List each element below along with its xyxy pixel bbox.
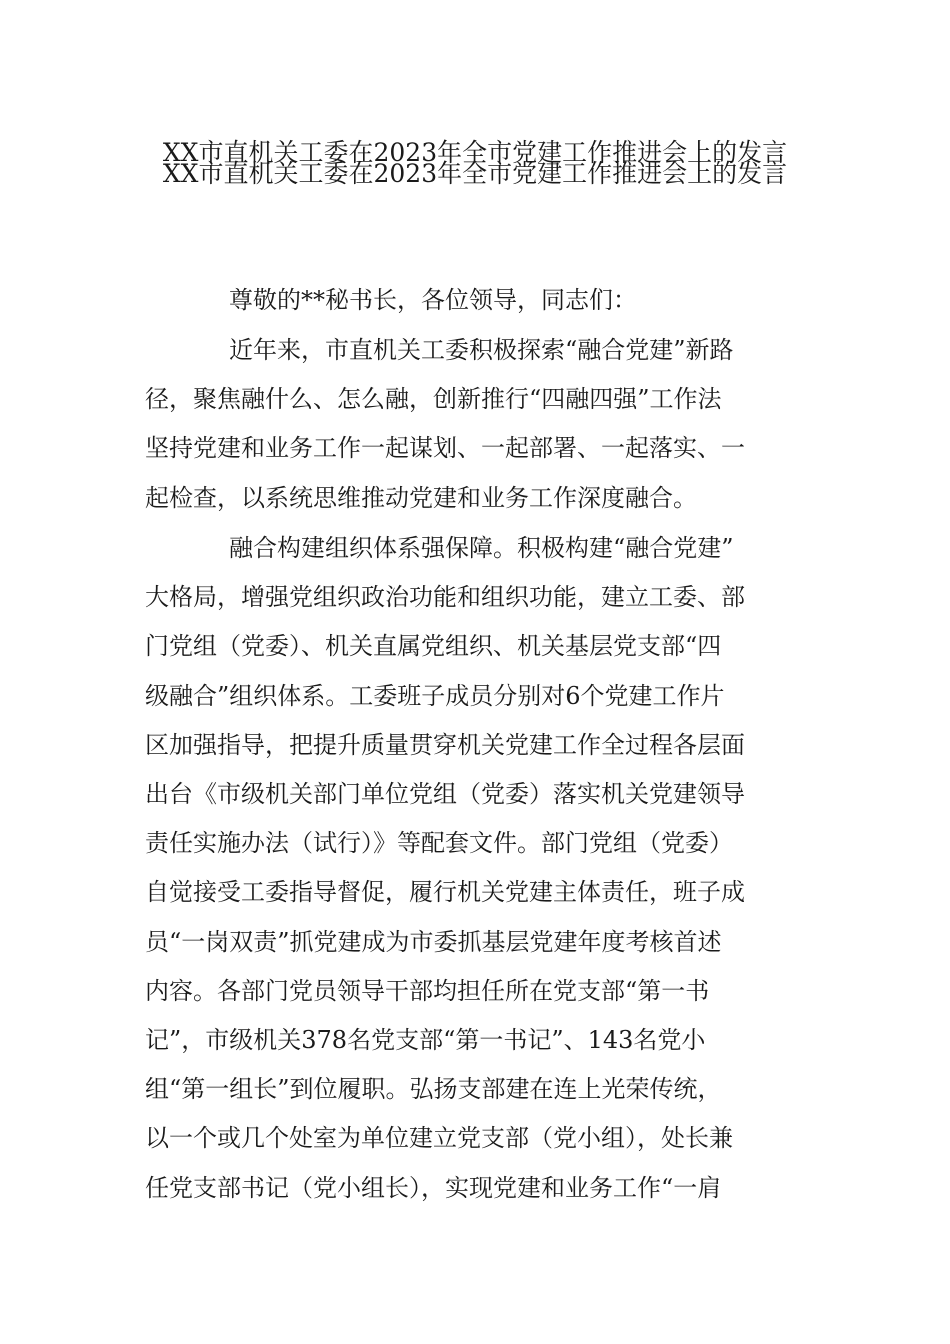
paragraph-line: 以一个或几个处室为单位建立党支部（党小组），处长兼 [145, 1124, 733, 1153]
paragraph-line: 责任实施办法（试行）》等配套文件。部门党组（党委） [145, 829, 733, 858]
paragraph-line: 级融合”组织体系。工委班子成员分别对6个党建工作片 [145, 681, 725, 710]
paragraph-intro [145, 326, 807, 523]
paragraph-line: 门党组（党委）、机关直属党组织、机关基层党支部“四 [145, 632, 722, 661]
paragraph-line: 内容。各部门党员领导干部均担任所在党支部“第一书 [145, 976, 710, 1005]
paragraph-line: 坚持党建和业务工作一起谋划、一起部署、一起落实、一 [145, 434, 745, 463]
paragraph-line: 任党支部书记（党小组长），实现党建和业务工作“一肩 [145, 1173, 722, 1202]
paragraph-line: 区加强指导，把提升质量贯穿机关党建工作全过程各层面 [145, 730, 745, 759]
paragraph-organization-system [145, 524, 807, 1213]
greeting-line: 尊敬的**秘书长，各位领导，同志们： [229, 286, 637, 314]
paragraph-line: 出台《市级机关部门单位党组（党委）落实机关党建领导 [145, 780, 745, 809]
paragraph-line: 记”，市级机关378名党支部“第一书记”、143名党小 [145, 1026, 706, 1055]
document-title: XX市直机关工委在2023年全市党建工作推进会上的发言 [162, 138, 788, 167]
paragraph-line: 员“一岗双责”抓党建成为市委抓基层党建年度考核首述 [145, 927, 722, 956]
paragraph-line: 大格局，增强党组织政治功能和组织功能，建立工委、部 [145, 583, 745, 612]
paragraph-line: 融合构建组织体系强保障。积极构建“融合党建” [229, 534, 734, 562]
paragraph-line: 径，聚焦融什么、怎么融，创新推行“四融四强”工作法 [145, 385, 722, 414]
document-title-repeat: XX市直机关工委在2023年全市党建工作推进会上的发言 [162, 159, 788, 188]
paragraph-line: 自觉接受工委指导督促，履行机关党建主体责任，班子成 [145, 878, 745, 907]
paragraph-line: 组“第一组长”到位履职。弘扬支部建在连上光荣传统， [145, 1075, 722, 1104]
paragraph-line: 近年来，市直机关工委积极探索“融合党建”新路 [229, 336, 734, 364]
paragraph-line: 起检查，以系统思维推动党建和业务工作深度融合。 [145, 483, 697, 512]
